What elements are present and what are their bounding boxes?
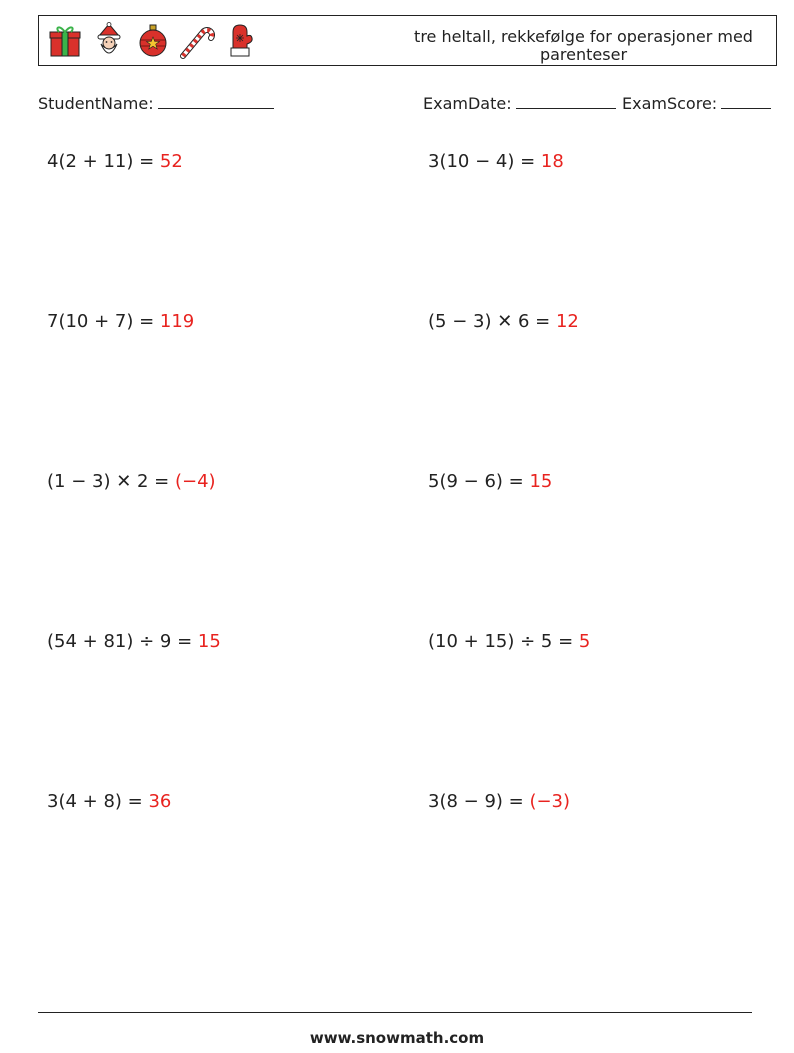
santa-icon (91, 22, 127, 60)
student-name-field (38, 94, 274, 113)
student-name-label: StudentName: (38, 94, 154, 113)
question: (5 − 3) ✕ 6 = (428, 311, 556, 332)
answer: 18 (540, 151, 564, 172)
info-fields (38, 94, 778, 116)
problem-3 (47, 311, 194, 332)
header-box (38, 15, 777, 66)
student-name-line (158, 94, 274, 109)
answer: 12 (555, 311, 579, 332)
candy-cane-icon (179, 22, 215, 60)
exam-score-label: ExamScore: (622, 94, 718, 113)
question: 3(8 − 9) = (428, 791, 530, 812)
answer: 15 (197, 631, 221, 652)
gift-icon (47, 22, 83, 60)
question: 3(4 + 8) = (47, 791, 149, 812)
exam-score-field (622, 94, 771, 113)
answer: 15 (529, 471, 553, 492)
mitten-icon (223, 22, 259, 60)
problem-2 (428, 151, 564, 172)
exam-date-line (516, 94, 616, 109)
question: 7(10 + 7) = (47, 311, 160, 332)
answer: 5 (578, 631, 591, 652)
problem-1 (47, 151, 183, 172)
problem-9 (47, 791, 171, 812)
exam-score-line (721, 94, 771, 109)
question: (10 + 15) ÷ 5 = (428, 631, 579, 652)
icon-row (47, 22, 259, 60)
answer: 119 (159, 311, 195, 332)
exam-date-field (423, 94, 616, 113)
answer: 36 (148, 791, 172, 812)
question: 3(10 − 4) = (428, 151, 541, 172)
worksheet-title: tre heltall, rekkefølge for operasjoner med parenteser (414, 27, 753, 64)
question: (1 − 3) ✕ 2 = (47, 471, 175, 492)
footer-divider (38, 1012, 752, 1013)
problem-6 (428, 471, 552, 492)
answer: 52 (159, 151, 183, 172)
ornament-icon (135, 22, 171, 60)
problem-5 (47, 471, 216, 492)
answer: (−4) (174, 471, 216, 492)
problem-8 (428, 631, 590, 652)
question: 4(2 + 11) = (47, 151, 160, 172)
question: 5(9 − 6) = (428, 471, 530, 492)
problem-10 (428, 791, 570, 812)
problem-7 (47, 631, 221, 652)
footer-url[interactable]: www.snowmath.com (309, 1029, 485, 1047)
answer: (−3) (529, 791, 571, 812)
question: (54 + 81) ÷ 9 = (47, 631, 198, 652)
exam-date-label: ExamDate: (423, 94, 512, 113)
problem-4 (428, 311, 579, 332)
